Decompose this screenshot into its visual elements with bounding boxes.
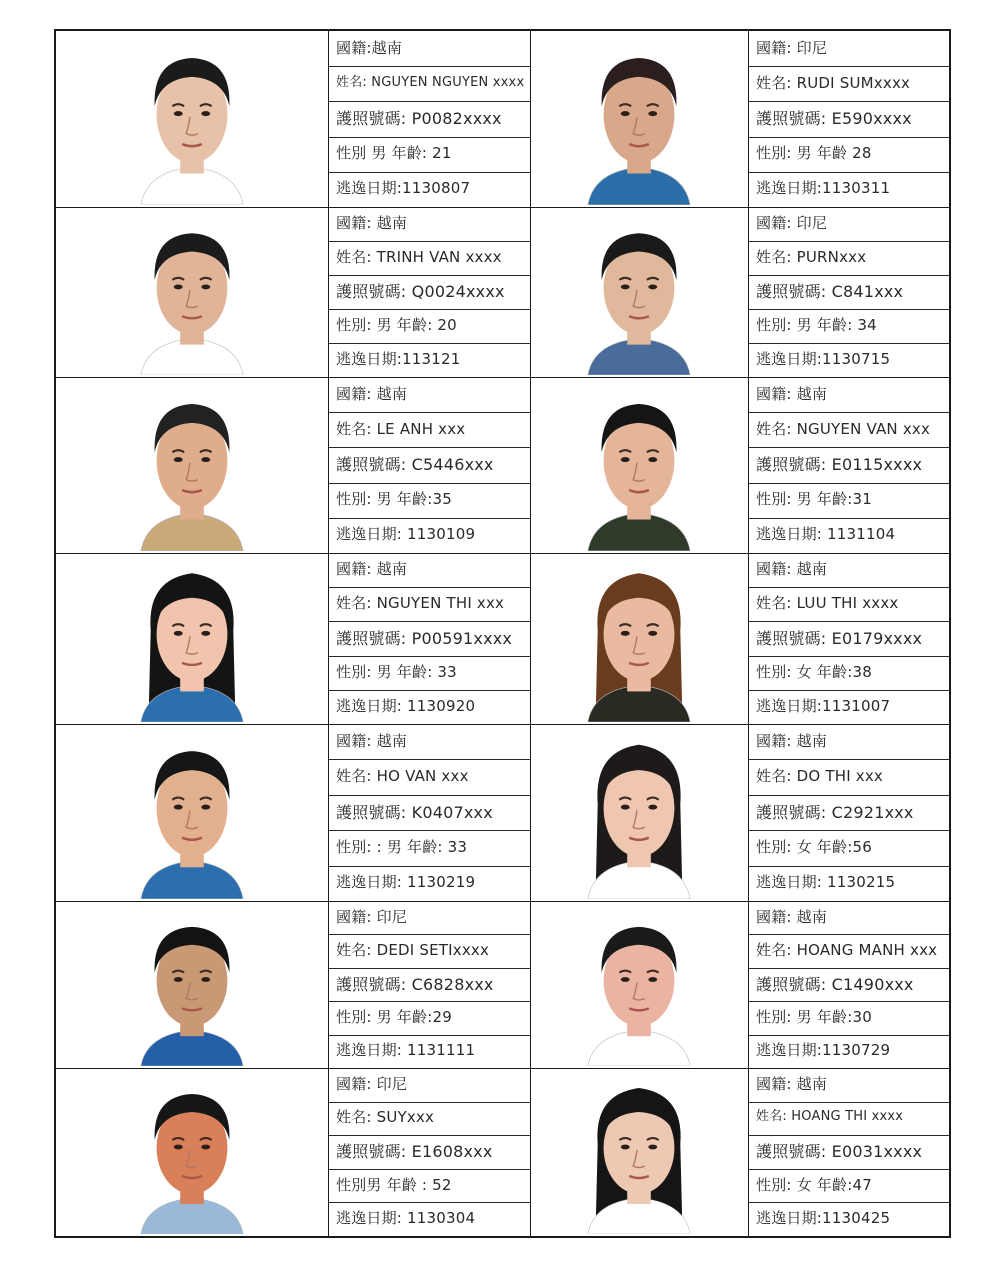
field-divider [328,137,530,138]
name-field: 姓名: HOANG THI xxxx [756,1109,904,1125]
nationality-field: 國籍: 越南 [336,214,408,232]
field-divider [748,1001,949,1002]
field-divider [328,795,530,796]
escape-date-field: 逃逸日期: 1130304 [336,1209,476,1228]
field-divider [328,1102,530,1103]
passport-field: 護照號碼: E590xxxx [756,109,912,128]
person-photo-cell [530,553,748,724]
field-divider [328,66,530,67]
escape-date-field: 逃逸日期: 1130219 [336,873,476,892]
person-photo [580,1074,698,1234]
field-divider [748,101,949,102]
field-divider [328,621,530,622]
nationality-field: 國籍: 越南 [756,1074,828,1093]
person-photo [133,37,251,205]
person-photo-cell [56,901,328,1068]
sex-age-field: 性別: 男 年齡: 33 [336,662,457,681]
field-divider [328,343,530,344]
field-divider [328,1169,530,1170]
field-divider [328,1202,530,1203]
field-divider [328,309,530,310]
sex-age-field: 性別: 男 年齡:35 [336,490,452,509]
sex-age-field: 性別: : 男 年齡: 33 [336,837,468,856]
nationality-field: 國籍: 越南 [756,907,828,926]
field-divider [748,656,949,657]
field-divider [748,241,949,242]
field-divider [328,656,530,657]
field-divider [328,830,530,831]
field-divider [748,759,949,760]
field-divider [328,1001,530,1002]
escape-date-field: 逃逸日期:1130425 [756,1209,891,1228]
passport-field: 護照號碼: P00591xxxx [336,628,513,648]
passport-field: 護照號碼: Q0024xxxx [336,282,505,301]
escape-date-field: 逃逸日期:1131007 [756,696,891,715]
nationality-field: 國籍: 印尼 [756,214,828,232]
sex-age-field: 性別: 男 年齡:29 [336,1007,452,1026]
person-photo-cell [530,31,748,207]
field-divider [328,690,530,691]
field-divider [328,1035,530,1036]
person-photo-cell [56,377,328,553]
nationality-field: 國籍: 越南 [336,384,408,403]
field-divider [748,172,949,173]
nationality-field: 國籍: 越南 [756,560,828,579]
field-divider [748,690,949,691]
sex-age-field: 性別: 女 年齡:47 [756,1175,872,1194]
field-divider [748,447,949,448]
field-divider [748,934,949,935]
field-divider [748,275,949,276]
column-divider [748,31,749,1236]
passport-field: 護照號碼: P0082xxxx [336,109,502,128]
field-divider [748,968,949,969]
person-photo-cell [56,724,328,901]
passport-field: 護照號碼: C841xxx [756,282,904,301]
field-divider [328,101,530,102]
nationality-field: 國籍: 越南 [756,731,828,750]
field-divider [748,343,949,344]
person-photo [133,1074,251,1234]
person-photo [580,907,698,1066]
passport-field: 護照號碼: K0407xxx [336,802,493,822]
name-field: 姓名: TRINH VAN xxxx [336,248,502,266]
field-divider [748,1102,949,1103]
passport-field: 護照號碼: E0115xxxx [756,455,923,474]
person-photo-cell [56,31,328,207]
fugitive-table [54,29,951,1238]
nationality-field: 國籍: 印尼 [756,38,828,57]
person-photo-cell [530,377,748,553]
name-field: 姓名: SUYxxx [336,1108,435,1127]
passport-field: 護照號碼: E0179xxxx [756,628,923,648]
sex-age-field: 性別: 女 年齡:38 [756,662,872,681]
field-divider [748,137,949,138]
person-photo [580,730,698,899]
name-field: 姓名: HO VAN xxx [336,767,469,786]
person-photo-cell [530,1068,748,1236]
escape-date-field: 逃逸日期: 1131104 [756,525,896,544]
field-divider [328,241,530,242]
field-divider [748,866,949,867]
nationality-field: 國籍: 印尼 [336,907,408,926]
column-divider [328,31,329,1236]
person-photo-cell [530,724,748,901]
field-divider [328,587,530,588]
passport-field: 護照號碼: C2921xxx [756,802,914,822]
passport-field: 護照號碼: C1490xxx [756,974,914,994]
escape-date-field: 逃逸日期: 1131111 [336,1041,476,1060]
person-photo [580,213,698,375]
escape-date-field: 逃逸日期:1130715 [756,350,891,368]
person-photo-cell [530,901,748,1068]
sex-age-field: 性別: 男 年齡:31 [756,490,872,509]
field-divider [748,412,949,413]
field-divider [748,66,949,67]
sex-age-field: 性別 男 年齡: 21 [336,144,452,163]
field-divider [748,587,949,588]
field-divider [328,1135,530,1136]
person-photo [133,383,251,551]
nationality-field: 國籍: 越南 [756,384,828,403]
field-divider [328,483,530,484]
sex-age-field: 性別: 男 年齡: 20 [336,316,457,334]
person-photo [580,559,698,722]
sex-age-field: 性別: 女 年齡:56 [756,837,872,856]
nationality-field: 國籍: 越南 [336,731,408,750]
field-divider [328,412,530,413]
field-divider [748,1202,949,1203]
field-divider [748,1169,949,1170]
field-divider [748,621,949,622]
passport-field: 護照號碼: C6828xxx [336,974,494,994]
field-divider [748,830,949,831]
field-divider [328,934,530,935]
field-divider [328,275,530,276]
field-divider [748,1135,949,1136]
name-field: 姓名: DO THI xxx [756,767,884,786]
sex-age-field: 性別男 年齡 : 52 [336,1175,452,1194]
field-divider [328,447,530,448]
escape-date-field: 逃逸日期:1130311 [756,179,891,198]
name-field: 姓名: PURNxxx [756,248,867,266]
escape-date-field: 逃逸日期: 1130920 [336,696,476,715]
person-photo [133,213,251,375]
passport-field: 護照號碼: C5446xxx [336,455,494,474]
nationality-field: 國籍: 越南 [336,560,408,579]
name-field: 姓名: DEDI SETIxxxx [336,941,490,960]
person-photo [133,730,251,899]
name-field: 姓名: NGUYEN THI xxx [336,594,505,613]
field-divider [748,795,949,796]
field-divider [328,968,530,969]
person-photo-cell [56,553,328,724]
sex-age-field: 性別: 男 年齡 28 [756,144,872,163]
escape-date-field: 逃逸日期: 1130215 [756,873,896,892]
person-photo-cell [56,1068,328,1236]
escape-date-field: 逃逸日期:1130729 [756,1041,891,1060]
sex-age-field: 性別: 男 年齡: 34 [756,316,877,334]
person-photo [580,383,698,551]
escape-date-field: 逃逸日期:1130807 [336,179,471,198]
field-divider [748,309,949,310]
field-divider [748,518,949,519]
nationality-field: 國籍:越南 [336,38,403,57]
name-field: 姓名: LE ANH xxx [336,419,466,438]
name-field: 姓名: RUDI SUMxxxx [756,73,911,92]
field-divider [328,759,530,760]
field-divider [328,518,530,519]
person-photo-cell [530,207,748,377]
name-field: 姓名: NGUYEN VAN xxx [756,419,931,438]
escape-date-field: 逃逸日期: 1130109 [336,525,476,544]
field-divider [328,866,530,867]
field-divider [748,1035,949,1036]
person-photo [133,907,251,1066]
name-field: 姓名: LUU THI xxxx [756,594,899,613]
field-divider [328,172,530,173]
person-photo [580,37,698,205]
field-divider [748,483,949,484]
escape-date-field: 逃逸日期:113121 [336,350,461,368]
sex-age-field: 性別: 男 年齡:30 [756,1007,872,1026]
name-field: 姓名: NGUYEN NGUYEN xxxx [336,74,525,90]
passport-field: 護照號碼: E1608xxx [336,1142,493,1161]
name-field: 姓名: HOANG MANH xxx [756,941,938,960]
nationality-field: 國籍: 印尼 [336,1074,408,1093]
person-photo [133,559,251,722]
person-photo-cell [56,207,328,377]
passport-field: 護照號碼: E0031xxxx [756,1142,923,1161]
